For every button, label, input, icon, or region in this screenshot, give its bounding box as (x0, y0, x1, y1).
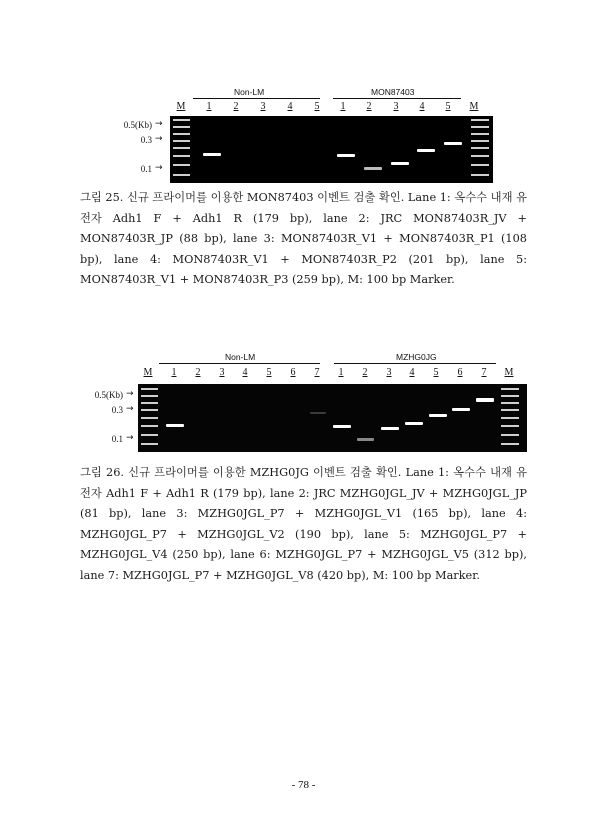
figure-25 (0, 0, 607, 190)
size-label-0-3: 0.3 (140, 135, 152, 145)
lane-marker-right: M (469, 101, 479, 112)
ladder-band (141, 409, 158, 411)
lane-label: 1 (171, 367, 177, 378)
lane-label: 4 (409, 367, 415, 378)
ladder-band (173, 174, 190, 176)
lane-label: 1 (338, 367, 344, 378)
size-label-0-5kb: 0.5(Kb) (94, 390, 123, 400)
ladder-band (173, 155, 190, 157)
band-mon87403-lane5 (444, 142, 462, 145)
band-mon87403-lane1 (337, 154, 355, 157)
ladder-band (471, 140, 489, 142)
band-non-lm-lane7-faint (310, 412, 326, 414)
group-label-non-lm: Non-LM (234, 87, 265, 97)
arrow-icon: → (155, 163, 163, 173)
ladder-band (173, 164, 190, 166)
group-line-non-lm (159, 363, 320, 364)
lane-label: 2 (233, 101, 239, 112)
band-mzhg0jg-lane1 (333, 425, 351, 428)
lane-label: 7 (314, 367, 320, 378)
ladder-band (471, 133, 489, 135)
lane-label: 5 (314, 101, 320, 112)
ladder-band (141, 425, 158, 427)
ladder-band (173, 147, 190, 149)
arrow-icon: → (126, 433, 134, 443)
band-mzhg0jg-lane6 (452, 408, 470, 411)
lane-marker-left: M (143, 367, 153, 378)
ladder-band (501, 425, 519, 427)
ladder-band (173, 126, 190, 128)
page-number: - 78 - (291, 779, 316, 791)
band-mon87403-lane4 (417, 149, 435, 152)
arrow-icon: → (126, 389, 134, 399)
gel-image (170, 116, 493, 183)
ladder-band (501, 417, 519, 419)
group-line-mon87403 (333, 98, 461, 99)
size-label-0-1: 0.1 (111, 434, 123, 444)
lane-marker-left: M (176, 101, 186, 112)
band-non-lm-lane1 (166, 424, 184, 427)
lane-label: 4 (287, 101, 293, 112)
lane-label: 5 (266, 367, 272, 378)
ladder-band (471, 147, 489, 149)
ladder-band (501, 388, 519, 390)
size-label-0-5kb: 0.5(Kb) (123, 120, 152, 130)
lane-label: 4 (419, 101, 425, 112)
lane-label: 4 (242, 367, 248, 378)
lane-label: 3 (386, 367, 392, 378)
lane-label: 5 (445, 101, 451, 112)
ladder-band (501, 443, 519, 445)
lane-marker-right: M (504, 367, 514, 378)
ladder-band (471, 174, 489, 176)
ladder-band (141, 417, 158, 419)
lane-label: 5 (433, 367, 439, 378)
ladder-band (173, 140, 190, 142)
band-mzhg0jg-lane2 (357, 438, 374, 441)
arrow-icon: → (155, 134, 163, 144)
gel-image (138, 384, 527, 452)
figure-26 (0, 340, 607, 460)
lane-label: 1 (206, 101, 212, 112)
arrow-icon: → (155, 119, 163, 129)
band-mzhg0jg-lane7 (476, 398, 494, 402)
figure-25-caption: 그림 25. 신규 프라이머를 이용한 MON87403 이벤트 검출 확인. Lane 1: 옥수수 내재 유전자 Adh1 F + Adh1 R (179 bp), lane 2: JRC MON87403R_JV + MON87403R_JP (88 bp), lane 3: MON87403R_V1 + MON87403R_P1 (108 bp), lane 4: MON87403R_V1 + MON87403R_P2 (201 bp), lane 5: MON87403R_V1 + MON87403R_P3 (259 bp), M: 100 bp Marker. (80, 191, 527, 286)
lane-label: 2 (362, 367, 368, 378)
band-mon87403-lane3 (391, 162, 409, 165)
ladder-band (501, 395, 519, 397)
group-label-non-lm: Non-LM (225, 352, 256, 362)
ladder-band (471, 164, 489, 166)
arrow-icon: → (126, 404, 134, 414)
band-mzhg0jg-lane5 (429, 414, 447, 417)
lane-label: 3 (260, 101, 266, 112)
ladder-band (141, 443, 158, 445)
size-label-0-1: 0.1 (140, 164, 152, 174)
lane-label: 2 (366, 101, 372, 112)
ladder-band (141, 434, 158, 436)
ladder-band (141, 395, 158, 397)
band-mon87403-lane2 (364, 167, 382, 170)
lane-label: 1 (340, 101, 346, 112)
group-line-mzhg0jg (334, 363, 496, 364)
figure-26-caption: 그림 26. 신규 프라이머를 이용한 MZHG0JG 이벤트 검출 확인. Lane 1: 옥수수 내재 유전자 Adh1 F + Adh1 R (179 bp), lane 2: JRC MZHG0JGL_JV + MZHG0JGL_JP (81 bp), lane 3: MZHG0JGL_P7 + MZHG0JGL_V1 (165 bp), lane 4: MZHG0JGL_P7 + MZHG0JGL_V2 (190 bp), lane 5: MZHG0JGL_P7 + MZHG0JGL_V4 (250 bp), lane 6: MZHG0JGL_P7 + MZHG0JGL_V5 (312 bp), lane 7: MZHG0JGL_P7 + MZHG0JGL_V8 (420 bp), M: 100 bp Marker. (80, 466, 527, 582)
group-label-mon87403: MON87403 (371, 87, 415, 97)
ladder-band (173, 133, 190, 135)
lane-label: 7 (481, 367, 487, 378)
lane-label: 3 (219, 367, 225, 378)
ladder-band (471, 155, 489, 157)
size-label-0-3: 0.3 (111, 405, 123, 415)
lane-label: 2 (195, 367, 201, 378)
ladder-band (173, 119, 190, 121)
ladder-band (501, 402, 519, 404)
group-label-mzhg0jg: MZHG0JG (396, 352, 437, 362)
ladder-band (471, 119, 489, 121)
ladder-band (471, 126, 489, 128)
group-line-non-lm (193, 98, 320, 99)
lane-label: 6 (457, 367, 463, 378)
ladder-band (141, 402, 158, 404)
band-mzhg0jg-lane4 (405, 422, 423, 425)
lane-label: 3 (393, 101, 399, 112)
ladder-band (501, 434, 519, 436)
band-mzhg0jg-lane3 (381, 427, 399, 430)
ladder-band (501, 409, 519, 411)
ladder-band (141, 388, 158, 390)
lane-label: 6 (290, 367, 296, 378)
band-non-lm-lane1 (203, 153, 221, 156)
